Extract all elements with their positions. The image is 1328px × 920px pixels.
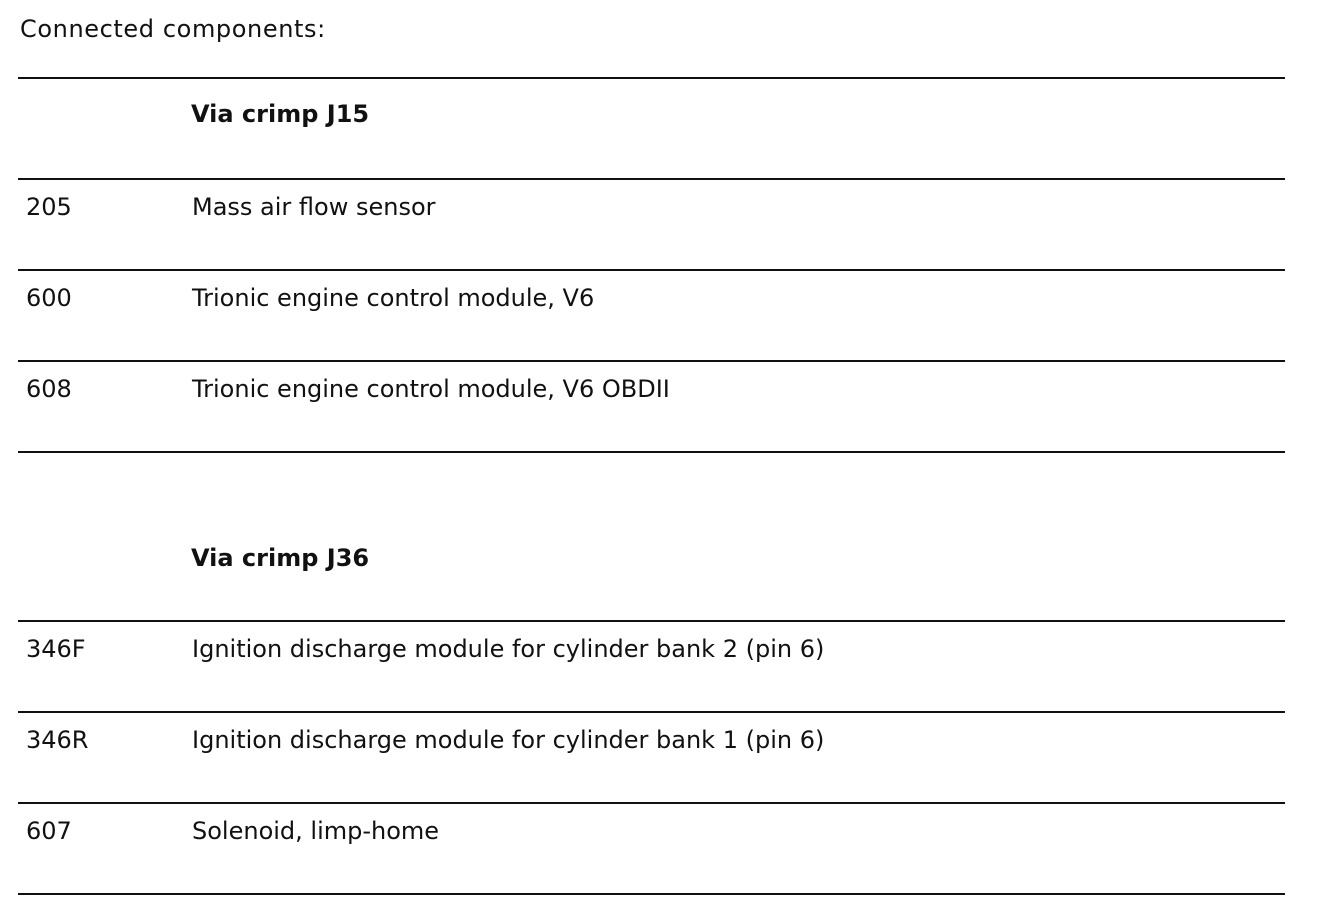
component-description: Trionic engine control module, V6 OBDII [192, 375, 670, 403]
component-code: 600 [26, 284, 72, 312]
table-row [18, 360, 1285, 453]
component-code: 205 [26, 193, 72, 221]
table-row [18, 178, 1285, 269]
component-description: Ignition discharge module for cylinder bank 2 (pin 6) [192, 635, 825, 663]
component-code: 346R [26, 726, 89, 754]
table-row [18, 269, 1285, 360]
group-title: Via crimp J15 [191, 100, 370, 128]
group-header-j36 [18, 451, 1285, 620]
table-row [18, 711, 1285, 802]
component-description: Trionic engine control module, V6 [192, 284, 595, 312]
components-table-j15 [18, 77, 1285, 453]
component-description: Solenoid, limp-home [192, 817, 440, 845]
group-title: Via crimp J36 [191, 544, 370, 572]
group-header-j15 [18, 77, 1285, 178]
component-description: Ignition discharge module for cylinder bank 1 (pin 6) [192, 726, 825, 754]
page-heading: Connected components: [20, 15, 326, 43]
table-row [18, 802, 1285, 895]
component-code: 608 [26, 375, 72, 403]
component-code: 607 [26, 817, 72, 845]
table-row [18, 620, 1285, 711]
component-description: Mass air flow sensor [192, 193, 436, 221]
components-table-j36 [18, 451, 1285, 895]
component-code: 346F [26, 635, 86, 663]
